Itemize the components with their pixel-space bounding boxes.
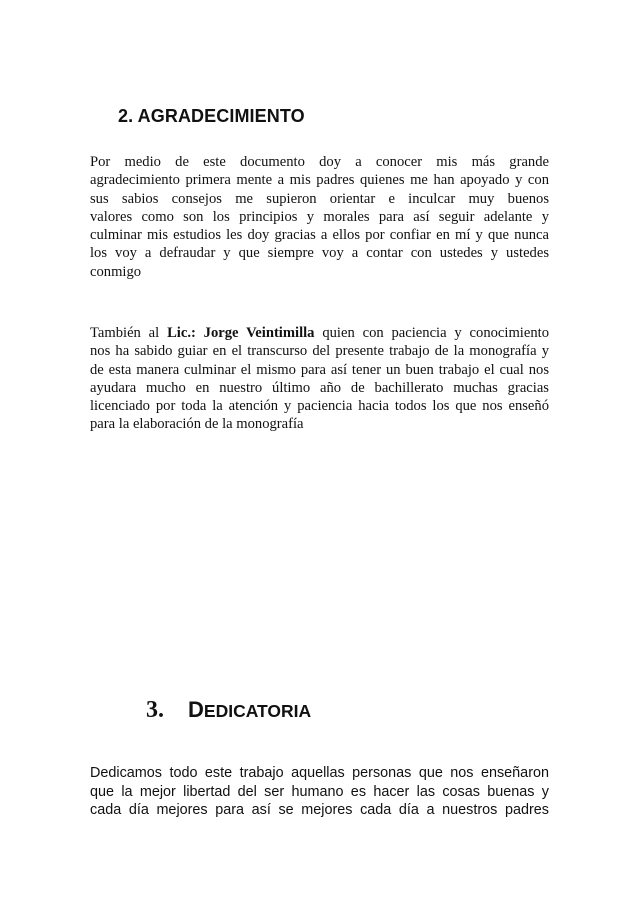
paragraph-line: los voy a defraudar y que siempre voy a contar con ustedes y ustedes (90, 245, 549, 262)
paragraph-line: que la mejor libertad del ser humano es hacer las cosas buenas y (90, 783, 549, 800)
section-number: 3. (146, 697, 164, 723)
paragraph-line: nos ha sabido guiar en el transcurso del presente trabajo de la monografía y (90, 343, 549, 360)
text-run: quien con paciencia y conocimiento (322, 325, 549, 341)
section-title-initial: D (188, 697, 204, 722)
text-run: También al (90, 325, 160, 341)
section-number: 2. (118, 106, 134, 126)
paragraph-line: Por medio de este documento doy a conocer mis más grande (90, 154, 549, 170)
section-title: AGRADECIMIENTO (137, 106, 305, 126)
paragraph-line: para la elaboración de la monografía (90, 416, 304, 433)
agradecimiento-paragraph-1 (90, 153, 549, 281)
paragraph-line: culminar mis estudios les doy gracias a ellos por confiar en mí y que nunca (90, 227, 549, 244)
dedicatoria-paragraph (90, 764, 549, 820)
teacher-name: Lic.: Jorge Veintimilla (167, 325, 315, 341)
section-heading-agradecimiento (118, 106, 305, 127)
paragraph-line: cada día mejores para así se mejores cada día a nuestros padres (90, 802, 549, 818)
paragraph-line: de esta manera culminar el mismo para así tener un buen trabajo el cual nos (90, 361, 549, 378)
paragraph-line: conmigo (90, 263, 142, 280)
paragraph-line: ayudara mucho en nuestro último año de bachillerato muchas gracias (90, 379, 549, 396)
section-heading-dedicatoria (146, 697, 311, 724)
paragraph-line: agradecimiento primera mente a mis padres quienes me han apoyado y con (90, 172, 549, 189)
paragraph-line: Dedicamos todo este trabajo aquellas personas que nos enseñaron (90, 765, 549, 781)
agradecimiento-paragraph-2 (90, 324, 549, 434)
paragraph-line (90, 324, 549, 342)
paragraph-line: sus sabios consejos me supieron orientar e inculcar muy buenos (90, 190, 549, 207)
paragraph-line: valores como son los principios y morales para así seguir adelante y (90, 208, 549, 225)
section-title-rest: EDICATORIA (203, 701, 312, 721)
paragraph-line: licenciado por toda la atención y paciencia hacia todos los que nos enseñó (90, 398, 549, 415)
